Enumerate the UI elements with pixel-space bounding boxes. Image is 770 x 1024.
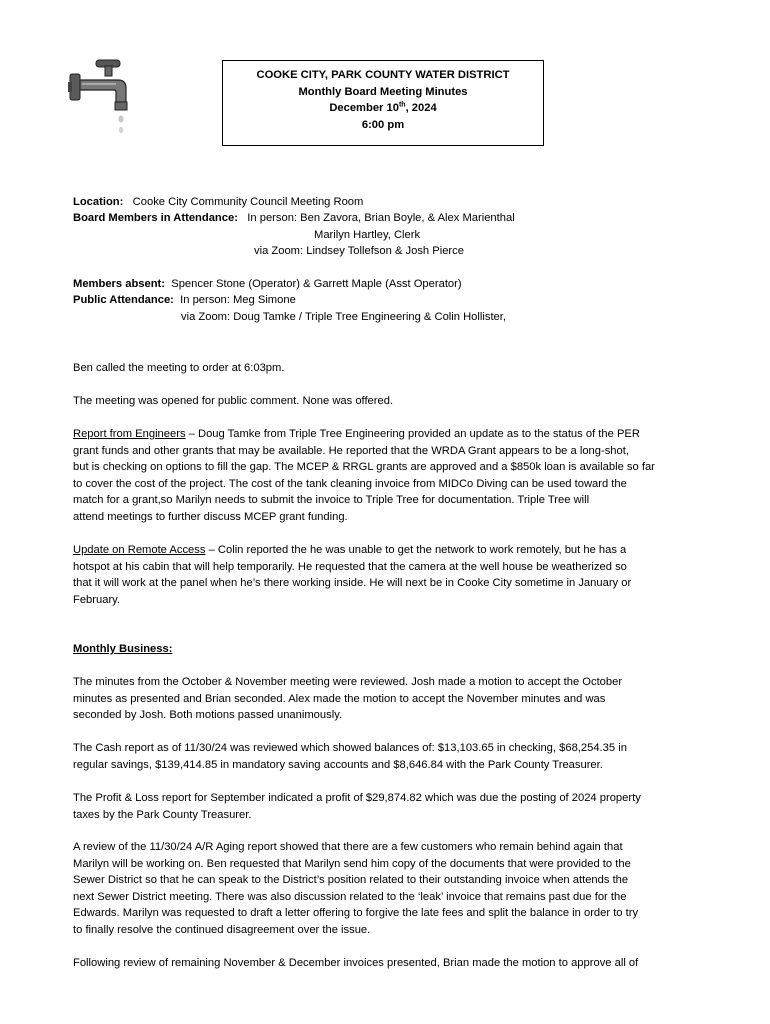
members-absent-line: Members absent: Spencer Stone (Operator) & Garrett Maple (Asst Operator) [73, 278, 462, 290]
water-faucet-icon [66, 58, 136, 144]
monthly-business-heading: Monthly Business: [73, 643, 173, 655]
org-name: COOKE CITY, PARK COUNTY WATER DISTRICT [256, 69, 510, 81]
board-members-line-2: Marilyn Hartley, Clerk [314, 229, 421, 241]
remote-access-update: Update on Remote Access – Colin reported the he was unable to get the network to work remotely, but he has a hotspot at his cabin that will help temporarily. He requested that the camera at the well house be weatherized so that it will work at the panel when he’s there working inside. He will next be in Cooke City sometime in January or February. [73, 544, 632, 606]
invoice-approval: Following review of remaining November & December invoices presented, Brian made the motion to approve all of [73, 957, 639, 969]
engineers-report: Report from Engineers – Doug Tamke from Triple Tree Engineering provided an update as to the status of the PER grant funds and other grants that may be available. He reported that the WRDA Grant appears to be a long-shot, but is checking on options to fill the gap. The MCEP & RRGL grants are approved and a $850k loan is available so far to cover the cost of the project. The cost of the tank cleaning invoice from MIDCo Diving can be used toward the match for a grant,so Marilyn needs to submit the invoice to Triple Tree for documentation. Triple Tree will attend meetings to further discuss MCEP grant funding. [73, 428, 655, 523]
meeting-date: December 10th, 2024 [329, 101, 437, 115]
engineers-heading: Report from Engineers [73, 428, 186, 440]
minutes-review: The minutes from the October & November meeting were reviewed. Josh made a motion to accept the October minutes as presented and Brian seconded. Alex made the motion to accept the November minutes and was seconded by Josh. Both motions passed unanimously. [73, 676, 623, 722]
header-box [222, 60, 544, 146]
board-members-line: Board Members in Attendance: In person: Ben Zavora, Brian Boyle, & Alex Marienthal [73, 212, 515, 224]
public-attendance-line: Public Attendance: In person: Meg Simone [73, 294, 296, 306]
call-to-order: Ben called the meeting to order at 6:03pm. [73, 362, 285, 374]
public-comment: The meeting was opened for public comment. None was offered. [73, 395, 394, 407]
location-line: Location: Cooke City Community Council Meeting Room [73, 196, 364, 208]
cash-report: The Cash report as of 11/30/24 was reviewed which showed balances of: $13,103.65 in checking, $68,254.35 in regular savings, $139,414.85 in mandatory saving accounts and $8,646.84 with the Park County Treasurer. [73, 742, 627, 771]
document-title: Monthly Board Meeting Minutes [298, 85, 468, 98]
remote-access-heading: Update on Remote Access [73, 544, 206, 556]
meeting-time: 6:00 pm [361, 119, 405, 132]
board-members-line-3: via Zoom: Lindsey Tollefson & Josh Pierce [254, 245, 464, 257]
ar-aging-report: A review of the 11/30/24 A/R Aging report showed that there are a few customers who remain behind again that Marilyn will be working on. Ben requested that Marilyn send him copy of the documents that were provided to the Sewer District so that he can speak to the District’s position related to their outstanding invoice when attends the next Sewer District meeting. There was also discussion related to the ‘leak’ invoice that remains past due for the Edwards. Marilyn was requested to draft a letter offering to forgive the late fees and split the balance in order to try to finally resolve the continued disagreement over the issue. [73, 841, 639, 936]
public-attendance-line-2: via Zoom: Doug Tamke / Triple Tree Engineering & Colin Hollister, [181, 311, 506, 323]
profit-loss-report: The Profit & Loss report for September indicated a profit of $29,874.82 which was due the posting of 2024 property taxes by the Park County Treasurer. [73, 792, 641, 821]
